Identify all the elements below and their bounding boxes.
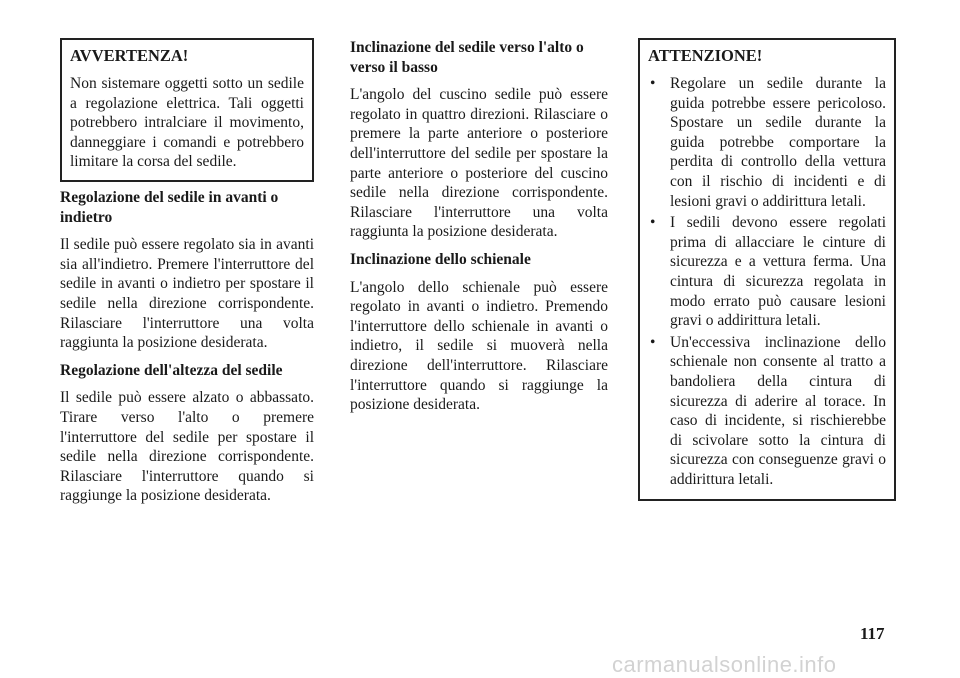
watermark-text: carmanualsonline.info <box>612 652 837 677</box>
caution-item: • Un'eccessiva inclinazione dello schienale non consente al tratto a bandoliera della cintura di sicurezza di aderire al torace. In caso di incidente, si rischierebbe di scivolare sotto la cintura di sicurezza con conseguenze gravi o addirittura letali. <box>650 333 886 488</box>
middle-column <box>350 38 608 415</box>
caution-item: • I sedili devono essere regolati prima di allacciare le cinture di sicurezza e a vettura ferma. Una cintura di sicurezza regolata in modo errato può causare lesioni gravi o addirittura letali. <box>650 214 886 330</box>
bullet-icon: • <box>650 333 656 351</box>
height-text: Il sedile può essere alzato o abbassato. Tirare verso l'alto o premere l'interruttore del sedile per spostare il sedile nella direzione corrispondente. Rilasciare l'interruttore quando si raggiunge la posizione desiderata. <box>60 389 314 505</box>
warning-text: Non sistemare oggetti sotto un sedile a regolazione elettrica. Tali oggetti potrebbero intralciare il movimento, danneggiare i comandi e potrebbero limitare la corsa del sedile. <box>70 75 304 171</box>
tilt-text: L'angolo del cuscino sedile può essere regolato in quattro direzioni. Rilasciare o premere la parte anteriore o posteriore dell'interruttore del sedile per spostare la parte anteriore o posteriore del cuscino sedile nella direzione corrispondente. Rilasciare l'interruttore una volta raggiunta la posizione desiderata. <box>350 86 608 241</box>
bullet-icon: • <box>650 214 656 232</box>
bullet-icon: • <box>650 75 656 92</box>
caution-box <box>638 38 896 501</box>
right-column <box>638 38 896 501</box>
tilt-heading: Inclinazione del sedile verso l'alto o verso il basso <box>350 39 584 76</box>
caution-list <box>648 74 886 489</box>
warning-box <box>60 38 314 182</box>
warning-title: AVVERTENZA! <box>70 46 189 65</box>
caution-title: ATTENZIONE! <box>648 46 763 65</box>
page-number: 117 <box>860 624 885 643</box>
forward-back-text: Il sedile può essere regolato sia in avanti sia all'indietro. Premere l'interruttore del sedile in avanti o indietro per spostare il sedile nella direzione corrispondente. Rilasciare l'interruttore una volta raggiunta la posizione desiderata. <box>60 236 314 352</box>
left-column <box>60 38 314 506</box>
recline-text: L'angolo dello schienale può essere regolato in avanti o indietro. Premendo l'interruttore dello schienale in avanti o indietro, il sedile si muoverà nella direzione dell'interruttore. Rilasciare l'interruttore quando si raggiunge la posizione desiderata. <box>350 278 608 414</box>
forward-back-heading: Regolazione del sedile in avanti o indietro <box>60 188 279 226</box>
caution-item: • Regolare un sedile durante la guida potrebbe essere pericoloso. Spostare un sedile durante la guida potrebbe comportare la perdita di controllo della vettura con il rischio di incidenti e di lesioni gravi o addirittura letali. <box>650 75 886 210</box>
recline-heading: Inclinazione dello schienale <box>350 250 531 268</box>
height-heading: Regolazione dell'altezza del sedile <box>60 361 283 379</box>
